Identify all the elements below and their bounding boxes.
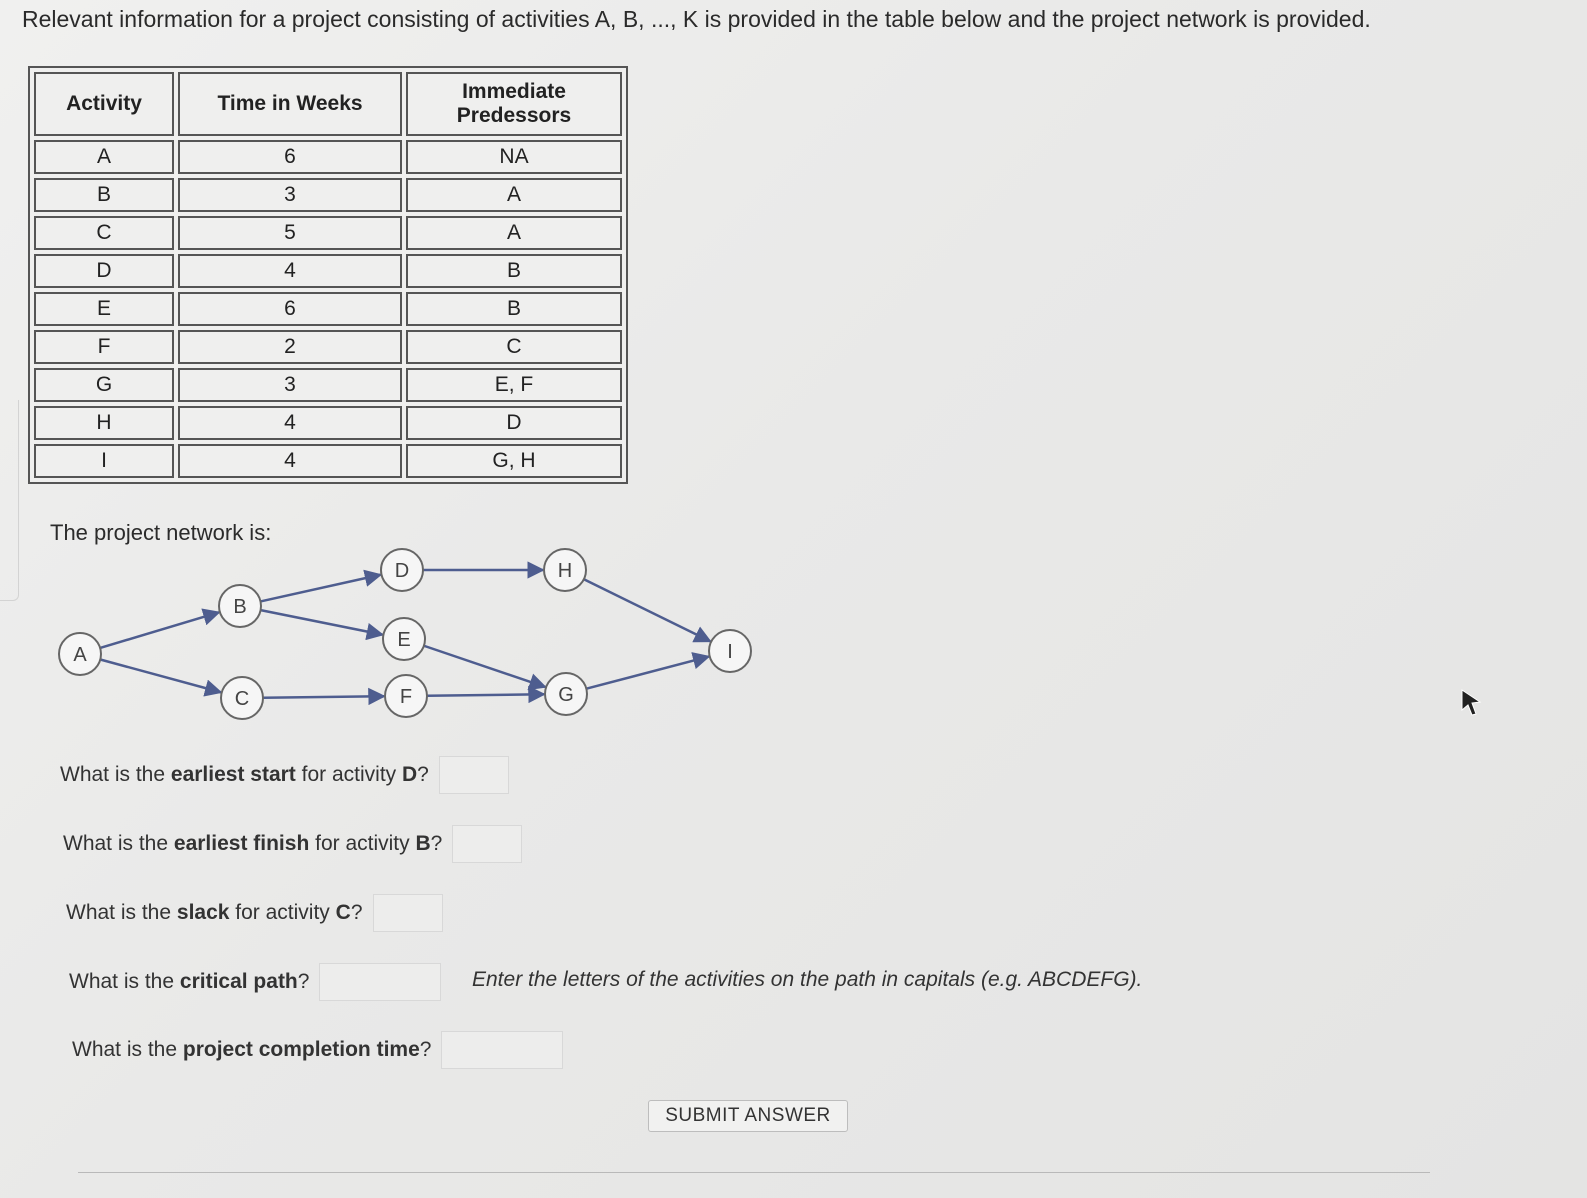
node-label: E: [397, 629, 411, 651]
q1-end: ?: [417, 763, 429, 786]
cell-time: 5: [178, 216, 402, 250]
edge-g-i: [586, 657, 708, 689]
q2-bold: earliest finish: [173, 832, 310, 855]
edge-b-d: [260, 575, 380, 602]
q5-end: ?: [419, 1038, 432, 1061]
node-label: F: [399, 686, 413, 708]
node-h: [544, 549, 586, 591]
node-label: H: [557, 560, 573, 582]
earliest-start-d-input[interactable]: [439, 756, 509, 794]
cell-activity: B: [34, 178, 174, 212]
cell-predecessors: A: [406, 178, 622, 212]
node-a: [59, 633, 101, 675]
q3-bold: slack: [176, 901, 230, 924]
header-time: Time in Weeks: [178, 72, 402, 136]
mouse-cursor-icon: [1460, 688, 1484, 718]
q4-bold: critical path: [179, 970, 298, 993]
cell-predecessors: B: [406, 254, 622, 288]
cell-activity: F: [34, 330, 174, 364]
q1-bold: earliest start: [170, 763, 296, 786]
node-label: B: [233, 596, 247, 618]
q3-end: ?: [350, 901, 363, 924]
q5-bold: project completion time: [182, 1038, 420, 1061]
cell-time: 4: [178, 444, 402, 478]
cell-activity: H: [34, 406, 174, 440]
header-predecessors: Immediate Predessors: [406, 72, 622, 136]
node-g: [545, 673, 587, 715]
node-label: D: [394, 560, 410, 582]
q4-end: ?: [297, 970, 310, 993]
cell-time: 3: [178, 178, 402, 212]
table-row: [34, 330, 622, 364]
table-row: [34, 140, 622, 174]
cell-time: 4: [178, 406, 402, 440]
submit-answer-button[interactable]: SUBMIT ANSWER: [648, 1100, 848, 1132]
cell-activity: I: [34, 444, 174, 478]
critical-path-hint: Enter the letters of the activities on the path in capitals (e.g. ABCDEFG).: [472, 968, 1143, 991]
critical-path-input[interactable]: [319, 963, 441, 1001]
cell-predecessors: D: [406, 406, 622, 440]
node-d: [381, 549, 423, 591]
question-critical-path: [69, 963, 441, 1001]
node-i: [709, 630, 751, 672]
edge-e-g: [424, 646, 545, 687]
network-label: The project network is:: [50, 520, 272, 545]
bottom-divider: [78, 1172, 1430, 1173]
network-nodes: [59, 549, 751, 719]
intro-text: Relevant information for a project consisting of activities A, B, ..., K is provided in the table below and the project network is provided.: [22, 6, 1371, 32]
question-earliest-start: [60, 756, 509, 794]
node-e: [383, 618, 425, 660]
project-network-diagram: [0, 540, 800, 740]
earliest-finish-b-input[interactable]: [452, 825, 522, 863]
q2-post: for activity: [309, 832, 416, 855]
edge-c-f: [263, 696, 384, 697]
cell-predecessors: NA: [406, 140, 622, 174]
question-earliest-finish: [63, 825, 522, 863]
cell-activity: A: [34, 140, 174, 174]
node-b: [219, 585, 261, 627]
edge-b-e: [261, 610, 383, 635]
cell-time: 2: [178, 330, 402, 364]
cell-predecessors: C: [406, 330, 622, 364]
edge-a-c: [100, 660, 221, 693]
cell-time: 6: [178, 140, 402, 174]
edge-a-b: [100, 612, 219, 648]
q1-post: for activity: [295, 763, 402, 786]
table-row: [34, 292, 622, 326]
cell-time: 3: [178, 368, 402, 402]
node-c: [221, 677, 263, 719]
q1-activity: D: [402, 763, 418, 786]
cell-activity: G: [34, 368, 174, 402]
table-row: [34, 178, 622, 212]
question-completion-time: [72, 1031, 563, 1069]
question-slack: [66, 894, 443, 932]
q4-pre: What is the: [69, 970, 180, 993]
table-row: [34, 368, 622, 402]
edge-f-g: [427, 694, 544, 695]
q2-pre: What is the: [63, 832, 174, 855]
q1-pre: What is the: [60, 763, 171, 786]
header-activity: Activity: [34, 72, 174, 136]
table-row: [34, 254, 622, 288]
q3-activity: C: [335, 901, 351, 924]
q5-pre: What is the: [72, 1038, 183, 1061]
cell-time: 6: [178, 292, 402, 326]
cell-activity: C: [34, 216, 174, 250]
table-row: [34, 444, 622, 478]
activity-table: [28, 66, 628, 484]
cell-predecessors: E, F: [406, 368, 622, 402]
q3-pre: What is the: [66, 901, 177, 924]
node-label: C: [234, 688, 250, 710]
cell-activity: D: [34, 254, 174, 288]
cell-predecessors: B: [406, 292, 622, 326]
cell-predecessors: G, H: [406, 444, 622, 478]
q2-activity: B: [415, 832, 431, 855]
cell-time: 4: [178, 254, 402, 288]
q3-post: for activity: [229, 901, 336, 924]
cell-activity: E: [34, 292, 174, 326]
node-f: [385, 675, 427, 717]
node-label: G: [558, 684, 574, 706]
completion-time-input[interactable]: [441, 1031, 563, 1069]
table-header-row: [34, 72, 622, 136]
q2-end: ?: [430, 832, 443, 855]
cell-predecessors: A: [406, 216, 622, 250]
slack-c-input[interactable]: [373, 894, 443, 932]
table-row: [34, 216, 622, 250]
node-label: A: [73, 644, 87, 666]
node-label: I: [727, 641, 733, 663]
edge-h-i: [584, 579, 710, 641]
table-row: [34, 406, 622, 440]
